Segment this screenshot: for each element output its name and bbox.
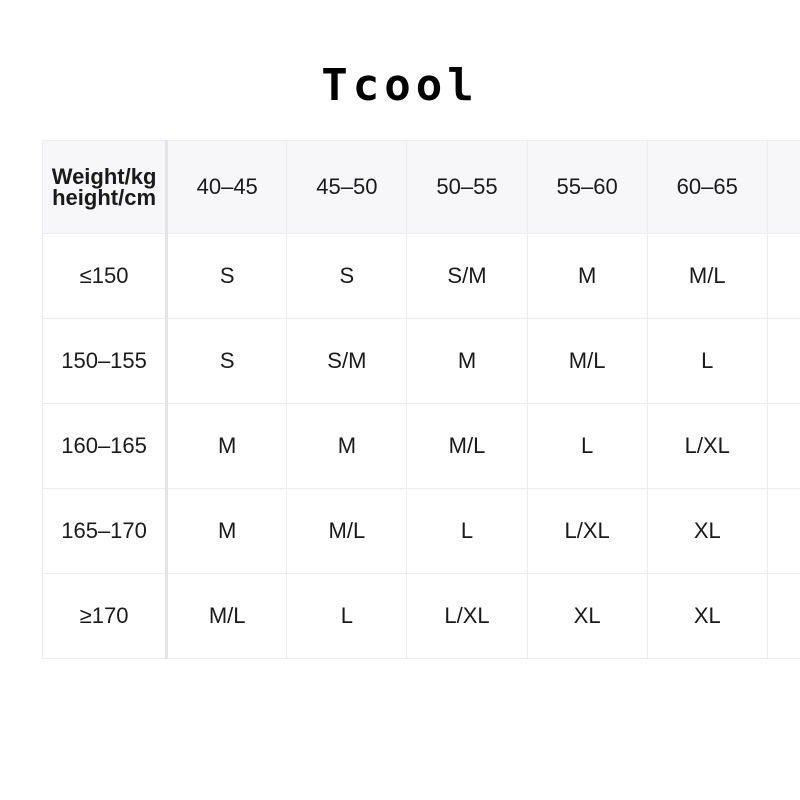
cropped-header bbox=[767, 141, 800, 234]
size-cell: S bbox=[167, 234, 287, 319]
size-cell: L bbox=[527, 404, 647, 489]
height-cell: 160–165 bbox=[43, 404, 167, 489]
size-cell: M bbox=[407, 319, 527, 404]
weight-header: 50–55 bbox=[407, 141, 527, 234]
table-row bbox=[43, 574, 800, 659]
size-cell: M/L bbox=[167, 574, 287, 659]
table-row bbox=[43, 234, 800, 319]
size-cell: M/L bbox=[647, 234, 767, 319]
size-cell: M/L bbox=[407, 404, 527, 489]
size-cell: L bbox=[647, 319, 767, 404]
size-cell: S bbox=[167, 319, 287, 404]
weight-header: 45–50 bbox=[287, 141, 407, 234]
height-label: height/cm bbox=[52, 185, 157, 210]
size-cell: M/L bbox=[287, 489, 407, 574]
cropped-cell bbox=[767, 404, 800, 489]
table-row bbox=[43, 319, 800, 404]
size-cell: L bbox=[287, 574, 407, 659]
header-row bbox=[43, 141, 800, 234]
size-cell: S/M bbox=[287, 319, 407, 404]
table-row bbox=[43, 489, 800, 574]
height-cell: ≥170 bbox=[43, 574, 167, 659]
corner-header bbox=[43, 141, 167, 234]
size-chart bbox=[42, 140, 800, 662]
height-cell: 165–170 bbox=[43, 489, 167, 574]
weight-header: 40–45 bbox=[167, 141, 287, 234]
size-cell: M/L bbox=[527, 319, 647, 404]
cropped-cell bbox=[767, 489, 800, 574]
brand-title: Tcool bbox=[321, 60, 479, 111]
size-cell: L/XL bbox=[527, 489, 647, 574]
size-cell: S bbox=[287, 234, 407, 319]
size-cell: XL bbox=[527, 574, 647, 659]
size-cell: M bbox=[287, 404, 407, 489]
size-cell: M bbox=[527, 234, 647, 319]
size-table bbox=[42, 140, 800, 659]
size-cell: XL bbox=[647, 574, 767, 659]
height-cell: 150–155 bbox=[43, 319, 167, 404]
weight-header: 60–65 bbox=[647, 141, 767, 234]
table-row bbox=[43, 404, 800, 489]
cropped-cell bbox=[767, 574, 800, 659]
size-cell: L/XL bbox=[407, 574, 527, 659]
size-cell: L bbox=[407, 489, 527, 574]
height-cell: ≤150 bbox=[43, 234, 167, 319]
size-cell: S/M bbox=[407, 234, 527, 319]
cropped-cell bbox=[767, 234, 800, 319]
size-cell: M bbox=[167, 489, 287, 574]
weight-header: 55–60 bbox=[527, 141, 647, 234]
weight-label: Weight/kg bbox=[51, 164, 157, 189]
size-cell: M bbox=[167, 404, 287, 489]
size-cell: XL bbox=[647, 489, 767, 574]
size-cell: L/XL bbox=[647, 404, 767, 489]
cropped-cell bbox=[767, 319, 800, 404]
